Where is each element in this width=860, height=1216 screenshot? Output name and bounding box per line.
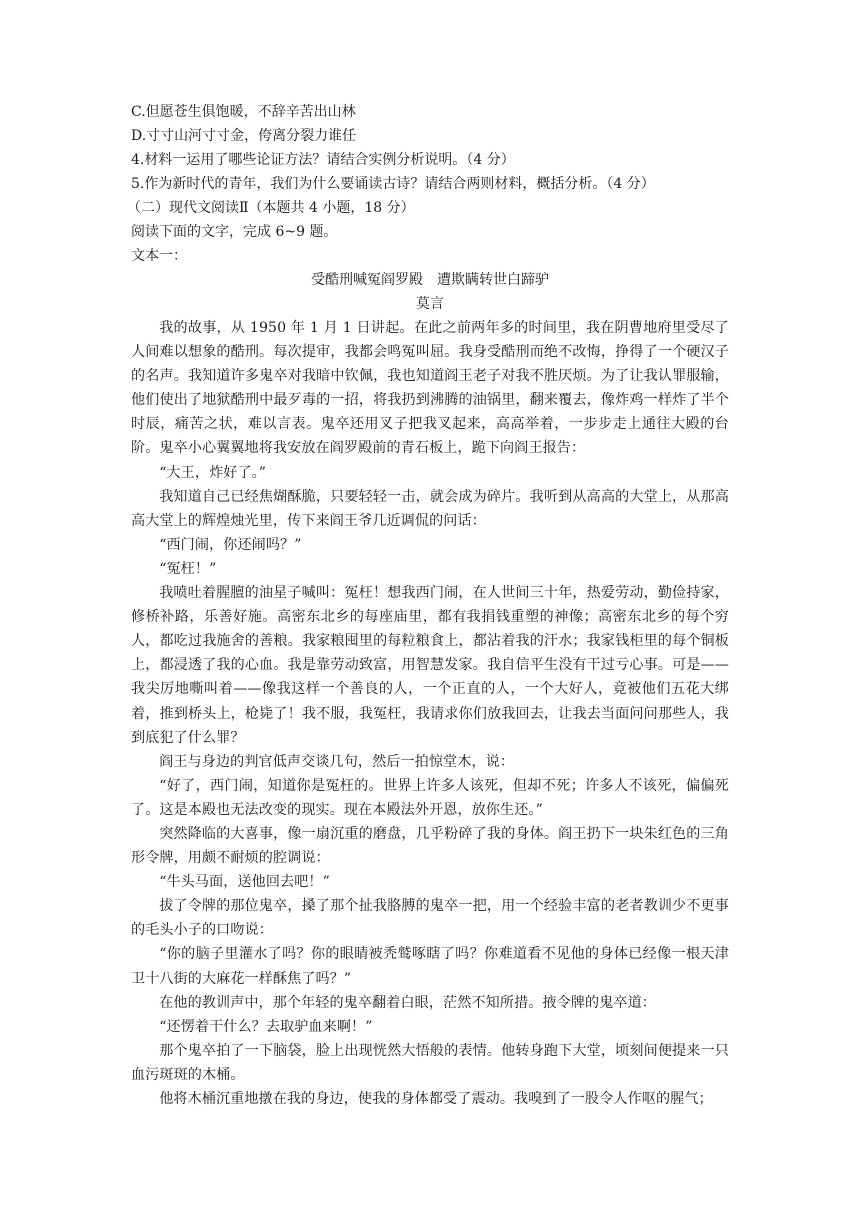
- paragraph: “西门闹，你还闹吗？”: [159, 536, 302, 553]
- option-d: D.寸寸山河寸寸金，侉离分裂力谁任: [131, 128, 357, 144]
- section-heading: （二）现代文阅读Ⅱ（本题共 4 小题，18 分）: [127, 200, 415, 216]
- article-title: 受酷刑喊冤阎罗殿 遭欺瞒转世白蹄驴: [311, 272, 549, 288]
- paragraph: “你的脑子里灌水了吗？你的眼睛被秃鹫啄瞎了吗？你难道看不见他的身体已经像一根天津卫十八街的大麻花一样酥焦了吗？”: [131, 946, 729, 987]
- article-author: 莫言: [416, 296, 444, 312]
- paragraph: 我喷吐着腥膻的油星子喊叫：冤枉！想我西门闹，在人世间三十年，热爱劳动，勤俭持家，修桥补路，乐善好施。高密东北乡的每座庙里，都有我捐钱重塑的神像；高密东北乡的每个穷人，都吃过我施舍的善粮。我家粮囤里的每粒粮食上，都沾着我的汗水；我家钱柜里的每个铜板上，都浸透了我的心血。我是靠劳动致富，用智慧发家。我自信平生没有干过亏心事。可是——我尖厉地嘶叫着——像我这样一个善良的人，一个正直的人，一个大好人，竟被他们五花大绑着，推到桥头上，枪毙了！我不服，我冤枉，我请求你们放我回去，让我去当面问问那些人，我到底犯了什么罪？: [131, 585, 729, 746]
- question-4: 4.材料一运用了哪些论证方法？请结合实例分析说明。（4 分）: [131, 152, 515, 168]
- paragraph: “好了，西门闹，知道你是冤枉的。世界上许多人该死，但却不死；许多人不该死，偏偏死了。这是本殿也无法改变的现实。现在本殿法外开恩，放你生还。”: [131, 777, 729, 818]
- paragraph: 我知道自己已经焦煳酥脆，只要轻轻一击，就会成为碎片。我听到从高高的大堂上，从那高高大堂上的辉煌烛光里，传下来阎王爷几近调侃的问话：: [131, 488, 729, 529]
- paragraph: “牛头马面，送他回去吧！”: [159, 874, 330, 891]
- paragraph: 我的故事，从 1950 年 1 月 1 日讲起。在此之前两年多的时间里，我在阴曹地府里受尽了人间难以想象的酷刑。每次提审，我都会鸣冤叫屈。我身受酷刑而绝不改悔，挣得了一个硬汉子的名声。我知道许多鬼卒对我暗中钦佩，我也知道阎王老子对我不胜厌烦。为了让我认罪服输，他们使出了地狱酷刑中最歹毒的一招，将我扔到沸腾的油锅里，翻来覆去，像炸鸡一样炸了半个时辰，痛苦之状，难以言表。鬼卒还用叉子把我叉起来，高高举着，一步步走上通往大殿的台阶。鬼卒小心翼翼地将我安放在阎罗殿前的青石板上，跪下向阎王报告：: [131, 320, 729, 457]
- option-c: C.但愿苍生俱饱暖，不辞辛苦出山林: [131, 104, 356, 120]
- paragraph: 他将木桶沉重地撴在我的身边，使我的身体都受了震动。我嗅到了一股令人作呕的腥气；: [159, 1091, 713, 1107]
- instruction: 阅读下面的文字，完成 6~9 题。: [131, 224, 338, 240]
- paragraph: 那个鬼卒拍了一下脑袋，脸上出现恍然大悟般的表情。他转身跑下大堂，顷刻间便提来一只血污斑斑的木桶。: [131, 1042, 729, 1083]
- paragraph: “还愣着干什么？去取驴血来啊！”: [159, 1018, 373, 1035]
- paragraph: 阎王与身边的判官低声交谈几句，然后一拍惊堂木，说：: [159, 753, 515, 770]
- article-body: [131, 316, 729, 1111]
- paragraph: 拔了令牌的那位鬼卒，搡了那个扯我胳膊的鬼卒一把，用一个经验丰富的老者教训少不更事的毛头小子的口吻说：: [131, 898, 729, 939]
- paragraph: “冤枉！”: [159, 560, 217, 577]
- paragraph: “大王，炸好了。”: [159, 464, 267, 481]
- text-label: 文本一：: [131, 248, 187, 264]
- question-5: 5.作为新时代的青年，我们为什么要诵读古诗？请结合两则材料，概括分析。（4 分）: [131, 176, 655, 192]
- paragraph: 在他的教训声中，那个年轻的鬼卒翻着白眼，茫然不知所措。掖令牌的鬼卒道：: [159, 994, 656, 1011]
- paragraph: 突然降临的大喜事，像一扇沉重的磨盘，几乎粉碎了我的身体。阎王扔下一块朱红色的三角形令牌，用颇不耐烦的腔调说：: [131, 825, 729, 867]
